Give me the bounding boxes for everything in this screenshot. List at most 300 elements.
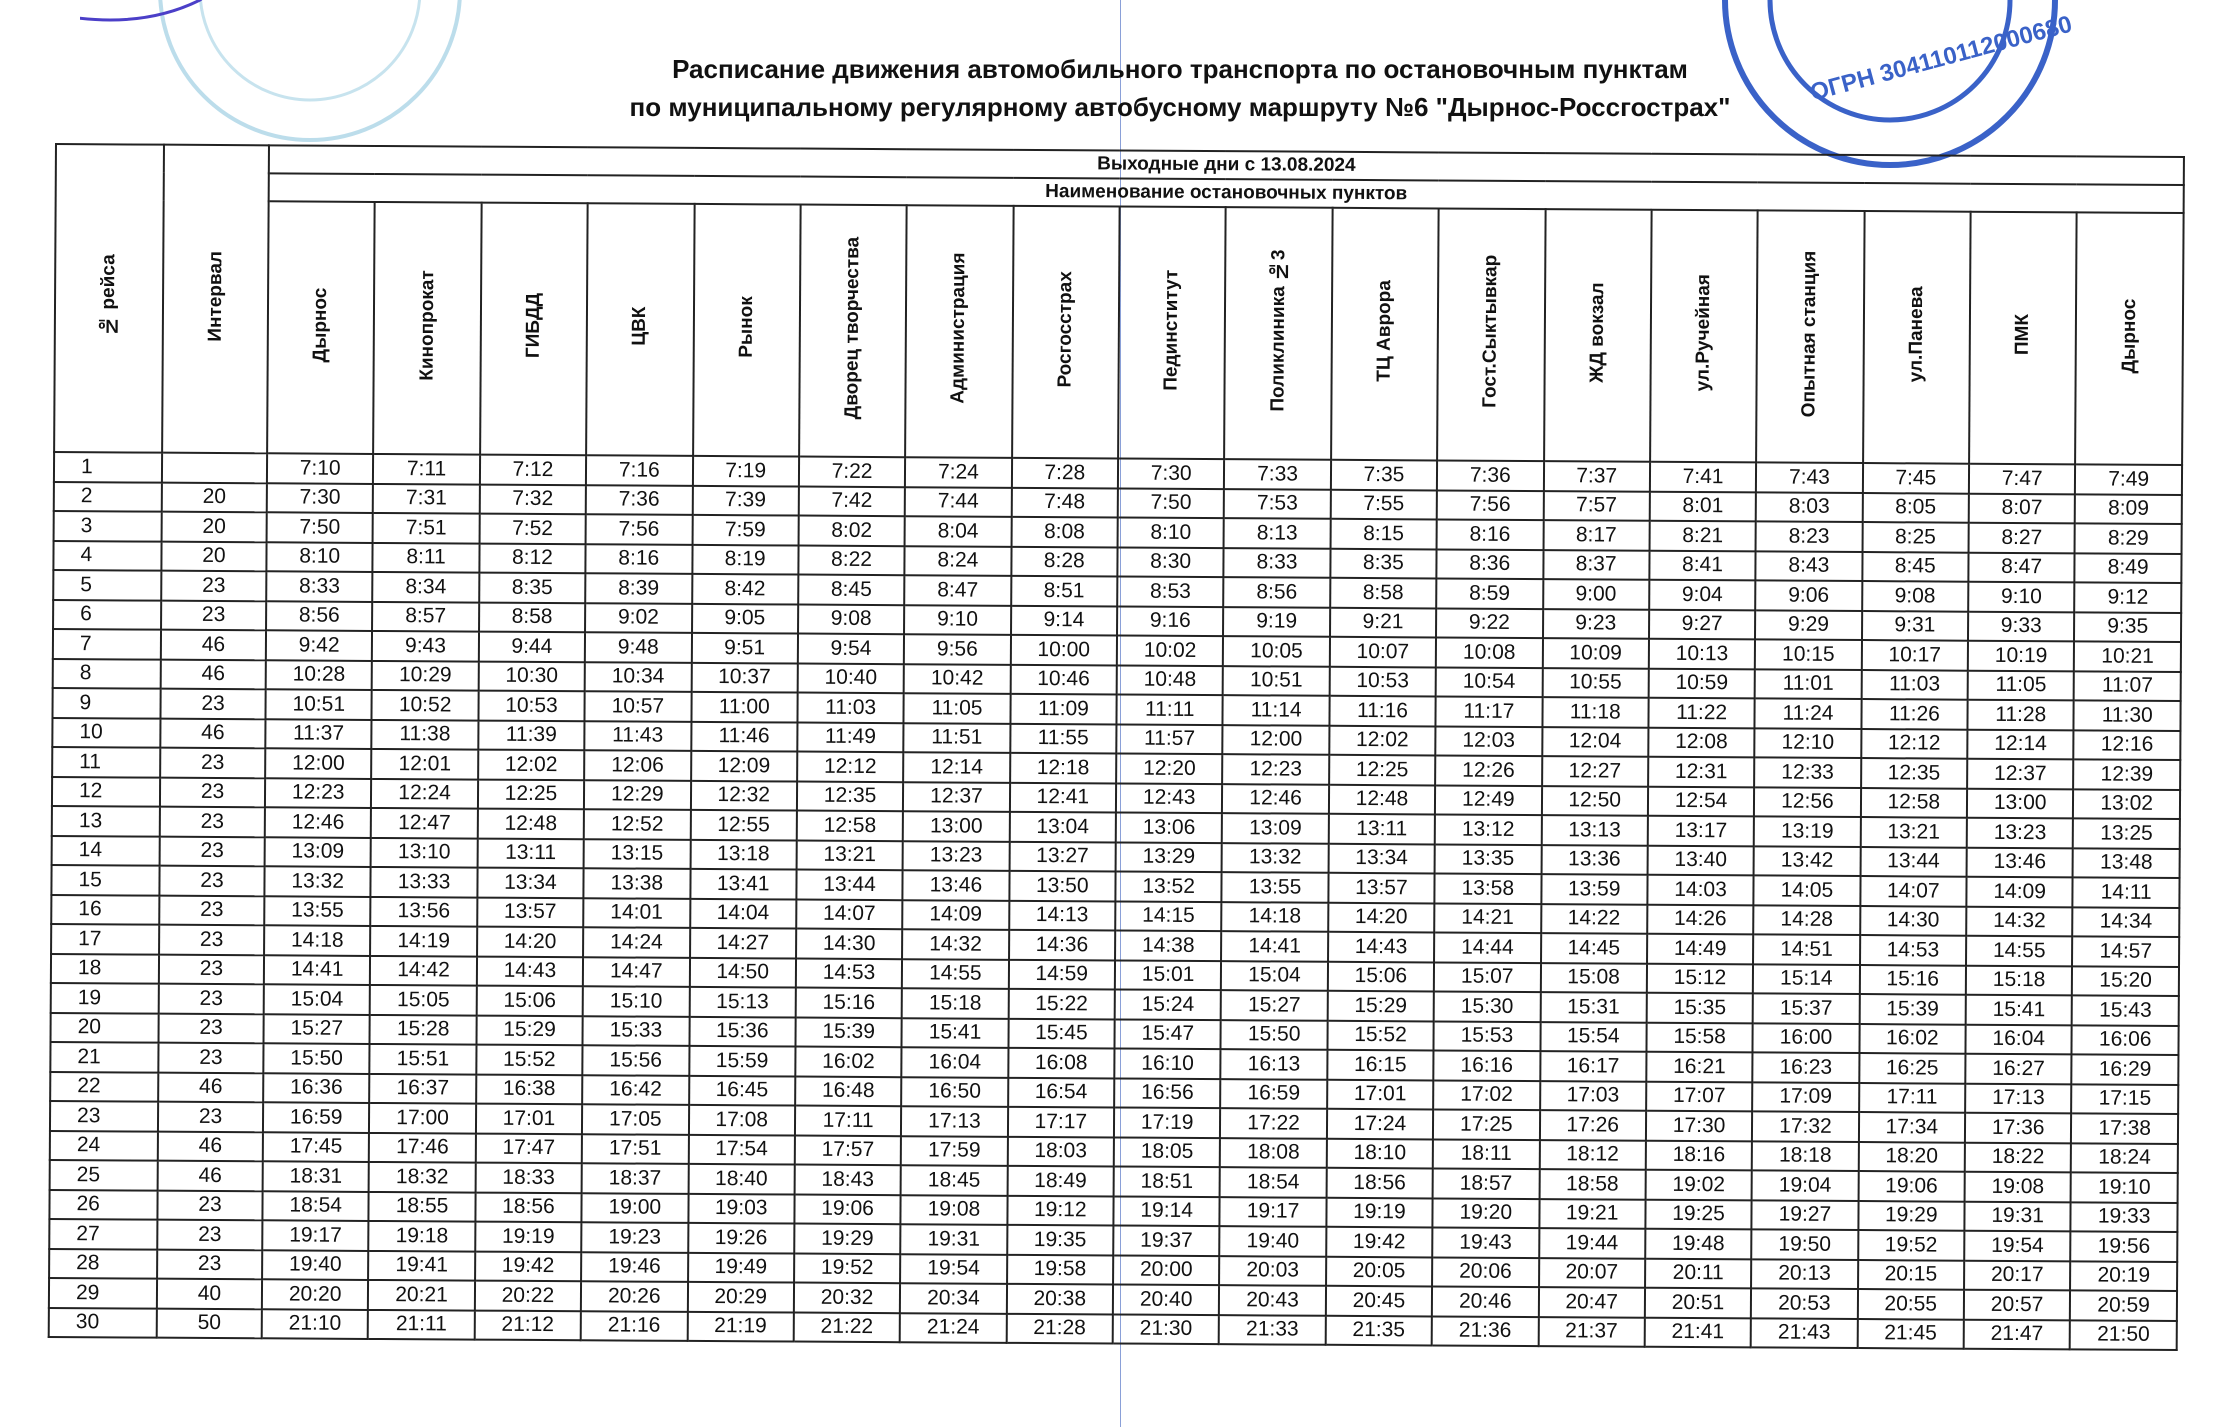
departure-time-cell: 12:31 [1648, 757, 1755, 787]
departure-time-cell: 7:28 [1012, 458, 1119, 488]
departure-time-cell: 17:05 [582, 1104, 689, 1134]
departure-time-cell: 19:46 [581, 1252, 688, 1282]
departure-time-cell: 19:21 [1539, 1199, 1646, 1229]
departure-time-cell: 7:50 [1118, 488, 1225, 518]
departure-time-cell: 13:00 [1967, 788, 2074, 818]
departure-time-cell: 19:02 [1645, 1170, 1752, 1200]
departure-time-cell: 15:14 [1753, 964, 1860, 994]
departure-time-cell: 19:33 [2071, 1202, 2178, 1232]
departure-time-cell: 11:18 [1542, 697, 1649, 727]
departure-time-cell: 11:24 [1755, 698, 1862, 728]
departure-time-cell: 18:45 [901, 1165, 1008, 1195]
departure-time-cell: 13:58 [1435, 873, 1542, 903]
departure-time-cell: 8:36 [1436, 549, 1543, 579]
departure-time-cell: 11:05 [904, 693, 1011, 723]
departure-time-cell: 12:33 [1754, 757, 1861, 787]
departure-time-cell: 15:54 [1540, 1022, 1647, 1052]
departure-time-cell: 7:39 [692, 485, 799, 515]
interval-cell: 23 [159, 1013, 264, 1043]
departure-time-cell: 21:45 [1857, 1319, 1964, 1349]
departure-time-cell: 15:43 [2072, 995, 2179, 1025]
departure-time-cell: 12:02 [1329, 725, 1436, 755]
document-title-line-2: по муниципальному регулярному автобусному маршруту №6 "Дырнос-Россгострах" [629, 92, 1731, 122]
departure-time-cell: 14:11 [2073, 877, 2180, 907]
trip-number-cell: 9 [52, 688, 160, 718]
departure-time-cell: 9:51 [691, 633, 798, 663]
departure-time-cell: 17:11 [795, 1106, 902, 1136]
interval-cell: 20 [161, 541, 266, 571]
departure-time-cell: 10:07 [1330, 637, 1437, 667]
departure-time-cell: 13:57 [477, 897, 584, 927]
departure-time-cell: 8:10 [266, 542, 373, 572]
interval-cell: 23 [159, 954, 264, 984]
departure-time-cell: 14:41 [1221, 931, 1328, 961]
departure-time-cell: 8:29 [2075, 523, 2182, 553]
departure-time-cell: 12:00 [265, 748, 372, 778]
departure-time-cell: 7:52 [479, 514, 586, 544]
departure-time-cell: 12:00 [1223, 725, 1330, 755]
departure-time-cell: 14:03 [1647, 875, 1754, 905]
departure-time-cell: 12:46 [1222, 784, 1329, 814]
departure-time-cell: 7:43 [1756, 462, 1863, 492]
departure-time-cell: 7:16 [586, 455, 693, 485]
departure-time-cell: 17:22 [1220, 1108, 1327, 1138]
trip-number-cell: 14 [52, 835, 160, 865]
departure-time-cell: 8:33 [1224, 548, 1331, 578]
interval-cell: 50 [157, 1308, 262, 1338]
departure-time-cell: 13:57 [1328, 873, 1435, 903]
departure-time-cell: 18:32 [369, 1162, 476, 1192]
departure-time-cell: 13:10 [371, 837, 478, 867]
departure-time-cell: 17:24 [1327, 1109, 1434, 1139]
departure-time-cell: 9:35 [2074, 612, 2181, 642]
stop-name-header: ЦВК [586, 203, 694, 456]
departure-time-cell: 13:21 [796, 840, 903, 870]
departure-time-cell: 17:00 [369, 1103, 476, 1133]
departure-time-cell: 18:37 [582, 1163, 689, 1193]
departure-time-cell: 9:14 [1011, 605, 1118, 635]
stop-name-header: Росгосстрах [1012, 206, 1120, 459]
departure-time-cell: 12:18 [1010, 753, 1117, 783]
departure-time-cell: 15:08 [1540, 963, 1647, 993]
departure-time-cell: 14:05 [1754, 875, 1861, 905]
departure-time-cell: 17:54 [688, 1134, 795, 1164]
departure-time-cell: 20:19 [2070, 1261, 2177, 1291]
departure-time-cell: 12:20 [1116, 753, 1223, 783]
departure-time-cell: 19:42 [1326, 1227, 1433, 1257]
departure-time-cell: 13:00 [903, 811, 1010, 841]
departure-time-cell: 8:37 [1543, 550, 1650, 580]
departure-time-cell: 13:44 [1860, 847, 1967, 877]
departure-time-cell: 7:30 [1118, 458, 1225, 488]
departure-time-cell: 18:40 [688, 1164, 795, 1194]
departure-time-cell: 14:21 [1434, 903, 1541, 933]
stop-name-header: Поликлиника №3 [1224, 207, 1332, 460]
trip-number-cell: 10 [52, 717, 160, 747]
departure-time-cell: 12:29 [584, 780, 691, 810]
departure-time-cell: 18:54 [262, 1191, 369, 1221]
interval-cell: 23 [157, 1249, 262, 1279]
interval-cell: 23 [158, 1043, 263, 1073]
departure-time-cell: 10:42 [904, 664, 1011, 694]
departure-time-cell: 13:52 [1115, 871, 1222, 901]
departure-time-cell: 14:34 [2073, 907, 2180, 937]
departure-time-cell: 17:03 [1540, 1081, 1647, 1111]
departure-time-cell: 19:17 [262, 1220, 369, 1250]
departure-time-cell: 19:48 [1645, 1229, 1752, 1259]
departure-time-cell: 11:39 [478, 720, 585, 750]
departure-time-cell: 14:13 [1009, 900, 1116, 930]
departure-time-cell: 8:02 [798, 516, 905, 546]
departure-time-cell: 14:45 [1541, 933, 1648, 963]
trip-number-cell: 29 [49, 1278, 157, 1308]
departure-time-cell: 16:21 [1646, 1052, 1753, 1082]
interval-cell: 23 [159, 895, 264, 925]
departure-time-cell: 20:32 [794, 1283, 901, 1313]
departure-time-cell: 13:09 [1222, 813, 1329, 843]
trip-number-cell: 23 [50, 1101, 158, 1131]
stop-name-header: Гост.Сыктывкар [1437, 208, 1545, 461]
departure-time-cell: 8:12 [479, 543, 586, 573]
departure-time-cell: 15:18 [902, 988, 1009, 1018]
departure-time-cell: 18:57 [1433, 1168, 1540, 1198]
departure-time-cell: 14:07 [1860, 876, 1967, 906]
departure-time-cell: 19:41 [368, 1250, 475, 1280]
departure-time-cell: 21:37 [1538, 1317, 1645, 1347]
departure-time-cell: 16:54 [1008, 1077, 1115, 1107]
departure-time-cell: 9:12 [2075, 582, 2182, 612]
departure-time-cell: 7:56 [1437, 490, 1544, 520]
departure-time-cell: 19:08 [1965, 1172, 2072, 1202]
departure-time-cell: 15:58 [1646, 1022, 1753, 1052]
departure-time-cell: 18:31 [263, 1161, 370, 1191]
departure-time-cell: 13:59 [1541, 874, 1648, 904]
interval-cell [162, 453, 267, 483]
departure-time-cell: 17:47 [476, 1133, 583, 1163]
departure-time-cell: 8:19 [692, 544, 799, 574]
departure-time-cell: 19:06 [794, 1194, 901, 1224]
departure-time-cell: 15:59 [689, 1046, 796, 1076]
departure-time-cell: 15:29 [476, 1015, 583, 1045]
departure-time-cell: 7:41 [1650, 462, 1757, 492]
departure-time-cell: 17:01 [476, 1104, 583, 1134]
departure-time-cell: 15:28 [370, 1014, 477, 1044]
departure-time-cell: 10:48 [1117, 665, 1224, 695]
departure-time-cell: 17:36 [1965, 1113, 2072, 1143]
departure-time-cell: 18:56 [1326, 1168, 1433, 1198]
departure-time-cell: 16:59 [1221, 1079, 1328, 1109]
trip-number-cell: 15 [51, 865, 159, 895]
departure-time-cell: 7:36 [1437, 460, 1544, 490]
departure-time-cell: 15:06 [476, 986, 583, 1016]
interval-cell: 23 [159, 984, 264, 1014]
stop-name-header: Дырнос [267, 201, 375, 454]
departure-time-cell: 10:30 [478, 661, 585, 691]
departure-time-cell: 12:58 [1861, 788, 1968, 818]
departure-time-cell: 18:08 [1220, 1138, 1327, 1168]
departure-time-cell: 12:23 [1222, 754, 1329, 784]
departure-time-cell: 15:10 [583, 986, 690, 1016]
departure-time-cell: 8:04 [905, 516, 1012, 546]
departure-time-cell: 15:47 [1114, 1019, 1221, 1049]
departure-time-cell: 13:56 [371, 896, 478, 926]
departure-time-cell: 20:11 [1645, 1258, 1752, 1288]
departure-time-cell: 16:15 [1327, 1050, 1434, 1080]
departure-time-cell: 12:35 [797, 781, 904, 811]
departure-time-cell: 8:21 [1649, 521, 1756, 551]
departure-time-cell: 13:21 [1860, 817, 1967, 847]
departure-time-cell: 18:58 [1539, 1169, 1646, 1199]
departure-time-cell: 7:47 [1969, 464, 2076, 494]
departure-time-cell: 19:23 [581, 1222, 688, 1252]
departure-time-cell: 15:06 [1328, 961, 1435, 991]
departure-time-cell: 13:23 [903, 841, 1010, 871]
departure-time-cell: 10:55 [1542, 668, 1649, 698]
departure-time-cell: 10:28 [266, 660, 373, 690]
departure-time-cell: 13:50 [1009, 871, 1116, 901]
departure-time-cell: 8:05 [1862, 493, 1969, 523]
departure-time-cell: 8:22 [798, 545, 905, 575]
departure-time-cell: 9:10 [904, 605, 1011, 635]
departure-time-cell: 14:20 [1328, 902, 1435, 932]
trip-number-cell: 18 [51, 953, 159, 983]
departure-time-cell: 15:51 [370, 1044, 477, 1074]
departure-time-cell: 10:15 [1755, 639, 1862, 669]
departure-time-cell: 9:05 [692, 603, 799, 633]
departure-time-cell: 18:51 [1114, 1166, 1221, 1196]
interval-cell: 20 [162, 482, 267, 512]
departure-time-cell: 8:35 [479, 573, 586, 603]
departure-time-cell: 15:04 [1221, 961, 1328, 991]
departure-time-cell: 19:40 [262, 1250, 369, 1280]
departure-time-cell: 13:42 [1754, 846, 1861, 876]
departure-time-cell: 15:16 [796, 988, 903, 1018]
interval-cell: 23 [161, 600, 266, 630]
departure-time-cell: 12:14 [1967, 729, 2074, 759]
departure-time-cell: 15:30 [1434, 991, 1541, 1021]
departure-time-cell: 13:11 [477, 838, 584, 868]
departure-time-cell: 14:26 [1647, 904, 1754, 934]
departure-time-cell: 13:13 [1541, 815, 1648, 845]
departure-time-cell: 11:16 [1329, 696, 1436, 726]
departure-time-cell: 16:42 [582, 1075, 689, 1105]
departure-time-cell: 17:38 [2071, 1113, 2178, 1143]
departure-time-cell: 16:08 [1008, 1048, 1115, 1078]
departure-time-cell: 7:42 [799, 486, 906, 516]
trip-number-cell: 19 [51, 983, 159, 1013]
departure-time-cell: 14:15 [1115, 901, 1222, 931]
departure-time-cell: 8:58 [1330, 578, 1437, 608]
departure-time-cell: 9:43 [372, 631, 479, 661]
departure-time-cell: 16:38 [476, 1074, 583, 1104]
departure-time-cell: 13:09 [265, 837, 372, 867]
departure-time-cell: 10:57 [585, 691, 692, 721]
header-trip-number: № рейса [54, 144, 164, 453]
interval-cell: 46 [160, 718, 265, 748]
departure-time-cell: 16:10 [1114, 1048, 1221, 1078]
official-stamp-left [80, 0, 540, 150]
departure-time-cell: 18:11 [1433, 1139, 1540, 1169]
departure-time-cell: 12:25 [478, 779, 585, 809]
departure-time-cell: 8:11 [373, 542, 480, 572]
trip-number-cell: 5 [53, 570, 161, 600]
departure-time-cell: 11:30 [2074, 700, 2181, 730]
departure-time-cell: 18:24 [2071, 1143, 2178, 1173]
departure-time-cell: 12:03 [1435, 726, 1542, 756]
departure-time-cell: 10:53 [478, 691, 585, 721]
departure-time-cell: 13:19 [1754, 816, 1861, 846]
trip-number-cell: 8 [53, 658, 161, 688]
departure-time-cell: 12:26 [1435, 755, 1542, 785]
departure-time-cell: 9:31 [1862, 611, 1969, 641]
interval-cell: 20 [162, 512, 267, 542]
departure-time-cell: 19:10 [2071, 1172, 2178, 1202]
departure-time-cell: 18:10 [1327, 1138, 1434, 1168]
departure-time-cell: 12:06 [584, 750, 691, 780]
departure-time-cell: 21:36 [1432, 1316, 1539, 1346]
departure-time-cell: 14:53 [1860, 935, 1967, 965]
departure-time-cell: 19:19 [1326, 1197, 1433, 1227]
departure-time-cell: 14:18 [1222, 902, 1329, 932]
departure-time-cell: 7:48 [1011, 487, 1118, 517]
departure-time-cell: 15:39 [795, 1017, 902, 1047]
departure-time-cell: 8:09 [2075, 494, 2182, 524]
departure-time-cell: 10:00 [1010, 635, 1117, 665]
departure-time-cell: 10:34 [585, 662, 692, 692]
departure-time-cell: 12:46 [265, 807, 372, 837]
stop-name-header: Администрация [905, 205, 1013, 458]
departure-time-cell: 13:48 [2073, 848, 2180, 878]
departure-time-cell: 9:23 [1543, 609, 1650, 639]
departure-time-cell: 8:41 [1649, 550, 1756, 580]
departure-time-cell: 9:00 [1543, 579, 1650, 609]
departure-time-cell: 15:41 [1966, 995, 2073, 1025]
trip-number-cell: 20 [51, 1012, 159, 1042]
departure-time-cell: 10:51 [265, 689, 372, 719]
departure-time-cell: 11:17 [1436, 696, 1543, 726]
departure-time-cell: 10:05 [1223, 636, 1330, 666]
departure-time-cell: 8:56 [266, 601, 373, 631]
departure-time-cell: 12:24 [371, 778, 478, 808]
departure-time-cell: 8:45 [798, 575, 905, 605]
departure-time-cell: 19:25 [1645, 1199, 1752, 1229]
departure-time-cell: 15:39 [1859, 994, 1966, 1024]
interval-cell: 23 [160, 836, 265, 866]
departure-time-cell: 15:07 [1434, 962, 1541, 992]
header-interval: Интервал [162, 145, 269, 454]
departure-time-cell: 7:45 [1863, 463, 1970, 493]
departure-time-cell: 7:33 [1224, 459, 1331, 489]
departure-time-cell: 17:30 [1646, 1111, 1753, 1141]
trip-number-cell: 3 [54, 511, 162, 541]
departure-time-cell: 17:46 [369, 1132, 476, 1162]
departure-time-cell: 9:42 [266, 630, 373, 660]
departure-time-cell: 20:57 [1964, 1290, 2071, 1320]
header-stops: Наименование остановочных пунктов [269, 173, 2184, 213]
departure-time-cell: 10:59 [1649, 668, 1756, 698]
departure-time-cell: 9:54 [798, 634, 905, 664]
departure-time-cell: 15:12 [1647, 963, 1754, 993]
departure-time-cell: 12:02 [478, 750, 585, 780]
departure-time-cell: 12:43 [1116, 783, 1223, 813]
departure-time-cell: 14:28 [1753, 905, 1860, 935]
departure-time-cell: 7:57 [1543, 491, 1650, 521]
departure-time-cell: 15:05 [370, 985, 477, 1015]
departure-time-cell: 13:34 [1328, 843, 1435, 873]
departure-time-cell: 8:51 [1011, 576, 1118, 606]
departure-time-cell: 19:31 [900, 1224, 1007, 1254]
departure-time-cell: 12:01 [371, 749, 478, 779]
departure-time-cell: 19:56 [2071, 1231, 2178, 1261]
departure-time-cell: 17:51 [582, 1134, 689, 1164]
schedule-table [48, 143, 2185, 1351]
departure-time-cell: 10:13 [1649, 639, 1756, 669]
departure-time-cell: 14:53 [796, 958, 903, 988]
departure-time-cell: 12:12 [1861, 729, 1968, 759]
departure-time-cell: 17:19 [1114, 1107, 1221, 1137]
departure-time-cell: 16:23 [1753, 1052, 1860, 1082]
departure-time-cell: 14:59 [1008, 959, 1115, 989]
departure-time-cell: 20:43 [1219, 1285, 1326, 1315]
stop-name-header: Рынок [693, 204, 801, 457]
departure-time-cell: 7:10 [267, 453, 374, 483]
departure-time-cell: 9:27 [1649, 609, 1756, 639]
departure-time-cell: 20:45 [1326, 1286, 1433, 1316]
departure-time-cell: 16:56 [1114, 1078, 1221, 1108]
departure-time-cell: 12:47 [371, 808, 478, 838]
departure-time-cell: 16:29 [2072, 1054, 2179, 1084]
departure-time-cell: 8:08 [1011, 517, 1118, 547]
departure-time-cell: 14:09 [1966, 877, 2073, 907]
departure-time-cell: 17:57 [795, 1135, 902, 1165]
departure-time-cell: 15:20 [2072, 966, 2179, 996]
trip-number-cell: 4 [53, 540, 161, 570]
departure-time-cell: 13:35 [1435, 844, 1542, 874]
departure-time-cell: 10:21 [2074, 641, 2181, 671]
departure-time-cell: 7:36 [586, 485, 693, 515]
trip-number-cell: 27 [49, 1219, 157, 1249]
departure-time-cell: 7:49 [2075, 464, 2182, 494]
departure-time-cell: 14:41 [264, 955, 371, 985]
departure-time-cell: 21:12 [474, 1310, 581, 1340]
departure-time-cell: 9:06 [1755, 580, 1862, 610]
departure-time-cell: 19:18 [369, 1221, 476, 1251]
departure-time-cell: 14:24 [583, 927, 690, 957]
stop-name-header: Дырнос [2075, 212, 2183, 465]
departure-time-cell: 20:00 [1113, 1255, 1220, 1285]
departure-time-cell: 8:25 [1862, 522, 1969, 552]
departure-time-cell: 8:35 [1330, 548, 1437, 578]
stop-name-header: Кинопрокат [373, 202, 481, 455]
departure-time-cell: 18:18 [1752, 1141, 1859, 1171]
departure-time-cell: 10:40 [798, 663, 905, 693]
departure-time-cell: 19:29 [794, 1224, 901, 1254]
departure-time-cell: 11:46 [691, 721, 798, 751]
departure-time-cell: 12:52 [584, 809, 691, 839]
trip-number-cell: 30 [49, 1307, 157, 1337]
departure-time-cell: 15:27 [264, 1014, 371, 1044]
departure-time-cell: 12:48 [478, 809, 585, 839]
departure-time-cell: 12:10 [1755, 728, 1862, 758]
stop-name-header: ЖД вокзал [1544, 209, 1652, 462]
stop-name-header: ул.Ручейная [1650, 210, 1758, 463]
departure-time-cell: 16:04 [1965, 1024, 2072, 1054]
departure-time-cell: 15:56 [582, 1045, 689, 1075]
departure-time-cell: 18:43 [794, 1165, 901, 1195]
departure-time-cell: 15:22 [1008, 989, 1115, 1019]
departure-time-cell: 7:19 [692, 456, 799, 486]
departure-time-cell: 13:34 [477, 868, 584, 898]
